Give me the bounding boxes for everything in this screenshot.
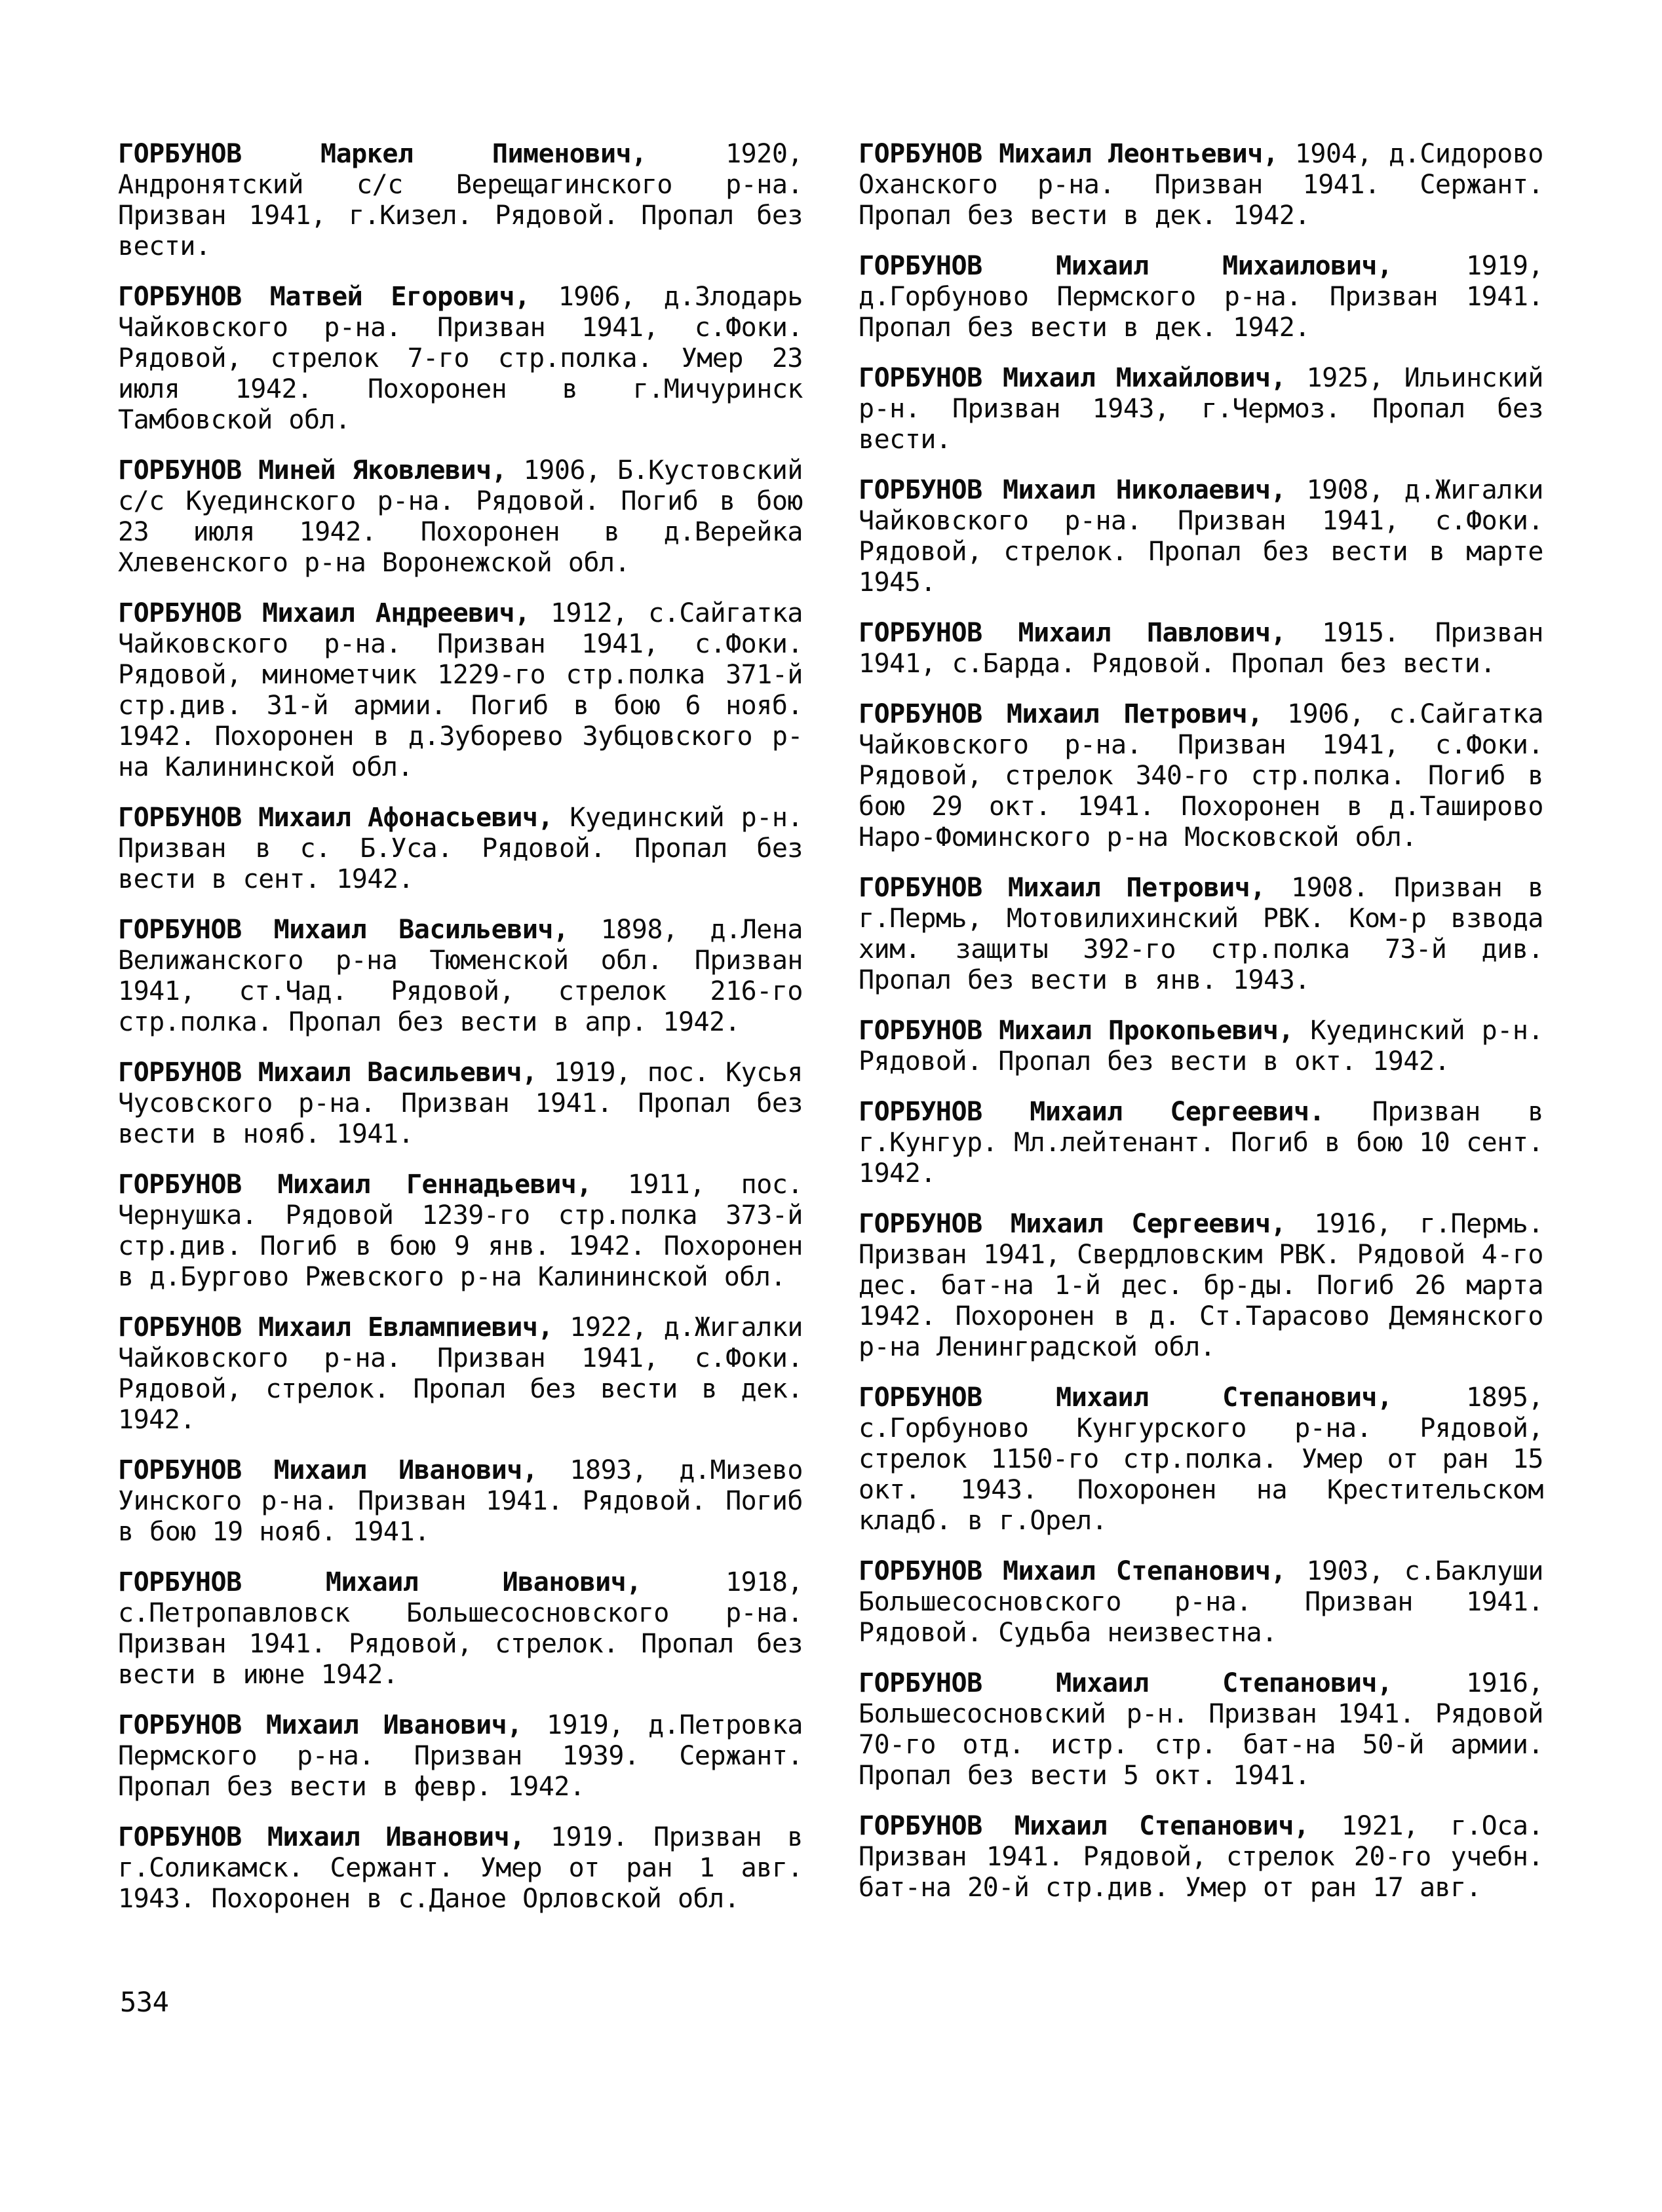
- entry-person-name: ГОРБУНОВ Михаил Иванович,: [118, 1455, 538, 1485]
- entry-person-name: ГОРБУНОВ Михаил Степанович,: [859, 1556, 1286, 1586]
- memorial-entry: [859, 1811, 1543, 1903]
- memorial-entry: [859, 139, 1543, 231]
- entry-details: 1915. Призван 1941, с.Барда. Рядовой. Пропал без вести.: [859, 618, 1543, 679]
- entry-person-name: ГОРБУНОВ Михаил Степанович,: [859, 1668, 1393, 1698]
- right-column: [859, 139, 1543, 1934]
- entry-person-name: ГОРБУНОВ Матвей Егорович,: [118, 282, 530, 312]
- entry-person-name: ГОРБУНОВ Михаил Иванович,: [118, 1710, 522, 1740]
- entry-person-name: ГОРБУНОВ Маркел Пименович,: [118, 139, 647, 169]
- memorial-entry: [859, 1382, 1543, 1536]
- entry-details: 1918, с.Петропавловск Большесосновского р-на. Призван 1941. Рядовой, стрелок. Пропал без вести в июне 1942.: [118, 1567, 803, 1690]
- entry-details: Призван в г.Кунгур. Мл.лейтенант. Погиб в бою 10 сент. 1942.: [859, 1097, 1543, 1189]
- entry-person-name: ГОРБУНОВ Михаил Евлампиевич,: [118, 1312, 553, 1343]
- memorial-entry: [118, 1710, 803, 1802]
- entry-details: Куединский р-н. Рядовой. Пропал без вести в окт. 1942.: [859, 1016, 1543, 1077]
- entry-details: Куединский р-н. Призван в с. Б.Уса. Рядовой. Пропал без вести в сент. 1942.: [118, 803, 803, 894]
- entry-details: 1919, д.Петровка Пермского р-на. Призван 1939. Сержант. Пропал без вести в февр. 1942.: [118, 1710, 803, 1802]
- memorial-entry: [118, 598, 803, 783]
- entry-details: 1916, Большесосновский р-н. Призван 1941. Рядовой 70-го отд. истр. стр. бат-на 50-й армии. Пропал без вести 5 окт. 1941.: [859, 1668, 1543, 1791]
- entry-person-name: ГОРБУНОВ Михаил Афонасьевич,: [118, 803, 553, 833]
- memorial-entry: [118, 1312, 803, 1436]
- entry-person-name: ГОРБУНОВ Михаил Васильевич,: [118, 1058, 537, 1088]
- memorial-entry: [859, 1209, 1543, 1363]
- entry-details: 1908. Призван в г.Пермь, Мотовилихинский РВК. Ком-р взвода хим. защиты 392-го стр.полка 73-й див. Пропал без вести в янв. 1943.: [859, 873, 1543, 995]
- entry-person-name: ГОРБУНОВ Михаил Сергеевич.: [859, 1097, 1325, 1127]
- memorial-entry: [118, 1170, 803, 1293]
- entry-details: 1919, пос. Кусья Чусовского р-на. Призван 1941. Пропал без вести в нояб. 1941.: [118, 1058, 803, 1149]
- memorial-entry: [118, 282, 803, 436]
- memorial-entry: [118, 1822, 803, 1915]
- entry-person-name: ГОРБУНОВ Михаил Иванович,: [118, 1567, 642, 1597]
- entry-details: 1906, с.Сайгатка Чайковского р-на. Призван 1941, с.Фоки. Рядовой, стрелок 340-го стр.полка. Погиб в бою 29 окт. 1941. Похоронен в д.Таширово Наро-Фоминского р-на Московской обл.: [859, 699, 1543, 852]
- entry-person-name: ГОРБУНОВ Михаил Степанович,: [859, 1382, 1393, 1413]
- memorial-entry: [118, 1567, 803, 1690]
- memorial-entry: [118, 139, 803, 262]
- page-number: 534: [120, 1986, 169, 2018]
- memorial-entry: [118, 1058, 803, 1150]
- entry-person-name: ГОРБУНОВ Михаил Иванович,: [118, 1822, 525, 1852]
- entry-details: 1893, д.Мизево Уинского р-на. Призван 1941. Рядовой. Погиб в бою 19 нояб. 1941.: [118, 1455, 803, 1547]
- memorial-entry: [859, 1668, 1543, 1791]
- entry-details: 1916, г.Пермь. Призван 1941, Свердловским РВК. Рядовой 4-го дес. бат-на 1-й дес. бр-ды. Погиб 26 марта 1942. Похоронен в д. Ст.Тарасово Демянского р-на Ленинградской обл.: [859, 1209, 1543, 1362]
- memorial-entry: [859, 363, 1543, 455]
- entry-details: 1906, Б.Кустовский с/с Куединского р-на. Рядовой. Погиб в бою 23 июля 1942. Похоронен в д.Верейка Хлевенского р-на Воронежской обл.: [118, 455, 803, 578]
- entry-person-name: ГОРБУНОВ Михаил Геннадьевич,: [118, 1170, 592, 1200]
- entry-details: 1898, д.Лена Велижанского р-на Тюменской обл. Призван 1941, ст.Чад. Рядовой, стрелок 216-го стр.полка. Пропал без вести в апр. 1942.: [118, 915, 803, 1037]
- memorial-entry: [859, 618, 1543, 679]
- entry-person-name: ГОРБУНОВ Михаил Николаевич,: [859, 475, 1286, 505]
- memorial-entry: [859, 699, 1543, 853]
- entry-details: 1925, Ильинский р-н. Призван 1943, г.Чермоз. Пропал без вести.: [859, 363, 1543, 455]
- entry-person-name: ГОРБУНОВ Михаил Михайлович,: [859, 363, 1286, 393]
- entry-person-name: ГОРБУНОВ Миней Яковлевич,: [118, 455, 507, 486]
- entry-details: 1895, с.Горбуново Кунгурского р-на. Рядовой, стрелок 1150-го стр.полка. Умер от ран 15 окт. 1943. Похоронен на Крестительском кладб. в г.Орел.: [859, 1382, 1543, 1536]
- memorial-entry: [859, 873, 1543, 996]
- entry-details: 1904, д.Сидорово Оханского р-на. Призван 1941. Сержант. Пропал без вести в дек. 1942.: [859, 139, 1543, 231]
- two-column-text-block: [118, 139, 1547, 1934]
- entry-person-name: ГОРБУНОВ Михаил Петрович,: [859, 873, 1266, 903]
- memorial-entry: [118, 803, 803, 895]
- left-column: [118, 139, 803, 1934]
- entry-person-name: ГОРБУНОВ Михаил Павлович,: [859, 618, 1286, 648]
- entry-details: 1903, с.Баклуши Большесосновского р-на. Призван 1941. Рядовой. Судьба неизвестна.: [859, 1556, 1543, 1648]
- entry-person-name: ГОРБУНОВ Михаил Степанович,: [859, 1811, 1309, 1841]
- entry-person-name: ГОРБУНОВ Михаил Сергеевич,: [859, 1209, 1286, 1239]
- entry-details: 1919, д.Горбуново Пермского р-на. Призван 1941. Пропал без вести в дек. 1942.: [859, 251, 1543, 343]
- entry-details: 1919. Призван в г.Соликамск. Сержант. Умер от ран 1 авг. 1943. Похоронен в с.Даное Орловской обл.: [118, 1822, 803, 1914]
- memorial-entry: [859, 1016, 1543, 1077]
- entry-person-name: ГОРБУНОВ Михаил Леонтьевич,: [859, 139, 1279, 169]
- entry-person-name: ГОРБУНОВ Михаил Андреевич,: [118, 598, 530, 628]
- memorial-entry: [859, 251, 1543, 343]
- entry-details: 1911, пос. Чернушка. Рядовой 1239-го стр.полка 373-й стр.див. Погиб в бою 9 янв. 1942. Похоронен в д.Бургово Ржевского р-на Калининской обл.: [118, 1170, 803, 1292]
- entry-details: 1908, д.Жигалки Чайковского р-на. Призван 1941, с.Фоки. Рядовой, стрелок. Пропал без вести в марте 1945.: [859, 475, 1543, 598]
- entry-details: 1920, Андронятский с/с Верещагинского р-на. Призван 1941, г.Кизел. Рядовой. Пропал без вести.: [118, 139, 803, 261]
- memorial-entry: [859, 1097, 1543, 1189]
- memorial-entry: [118, 1455, 803, 1548]
- memorial-entry: [859, 475, 1543, 598]
- entry-details: 1921, г.Оса. Призван 1941. Рядовой, стрелок 20-го учебн. бат-на 20-й стр.див. Умер от ран 17 авг.: [859, 1811, 1544, 1903]
- memorial-entry: [118, 455, 803, 579]
- memorial-entry: [859, 1556, 1543, 1649]
- entry-details: 1906, д.Злодарь Чайковского р-на. Призван 1941, с.Фоки. Рядовой, стрелок 7-го стр.полка. Умер 23 июля 1942. Похоронен в г.Мичуринск Тамбовской обл.: [118, 282, 803, 435]
- entry-details: 1922, д.Жигалки Чайковского р-на. Призван 1941, с.Фоки. Рядовой, стрелок. Пропал без вести в дек. 1942.: [118, 1312, 803, 1435]
- entry-person-name: ГОРБУНОВ Михаил Михаилович,: [859, 251, 1393, 281]
- memorial-entry: [118, 915, 803, 1038]
- entry-person-name: ГОРБУНОВ Михаил Васильевич,: [118, 915, 569, 945]
- entry-person-name: ГОРБУНОВ Михаил Петрович,: [859, 699, 1263, 729]
- entry-details: 1912, с.Сайгатка Чайковского р-на. Призван 1941, с.Фоки. Рядовой, минометчик 1229-го стр.полка 371-й стр.див. 31-й армии. Погиб в бою 6 нояб. 1942. Похоронен в д.Зуборево Зубцовского р-на Калининской обл.: [118, 598, 803, 782]
- entry-person-name: ГОРБУНОВ Михаил Прокопьевич,: [859, 1016, 1294, 1046]
